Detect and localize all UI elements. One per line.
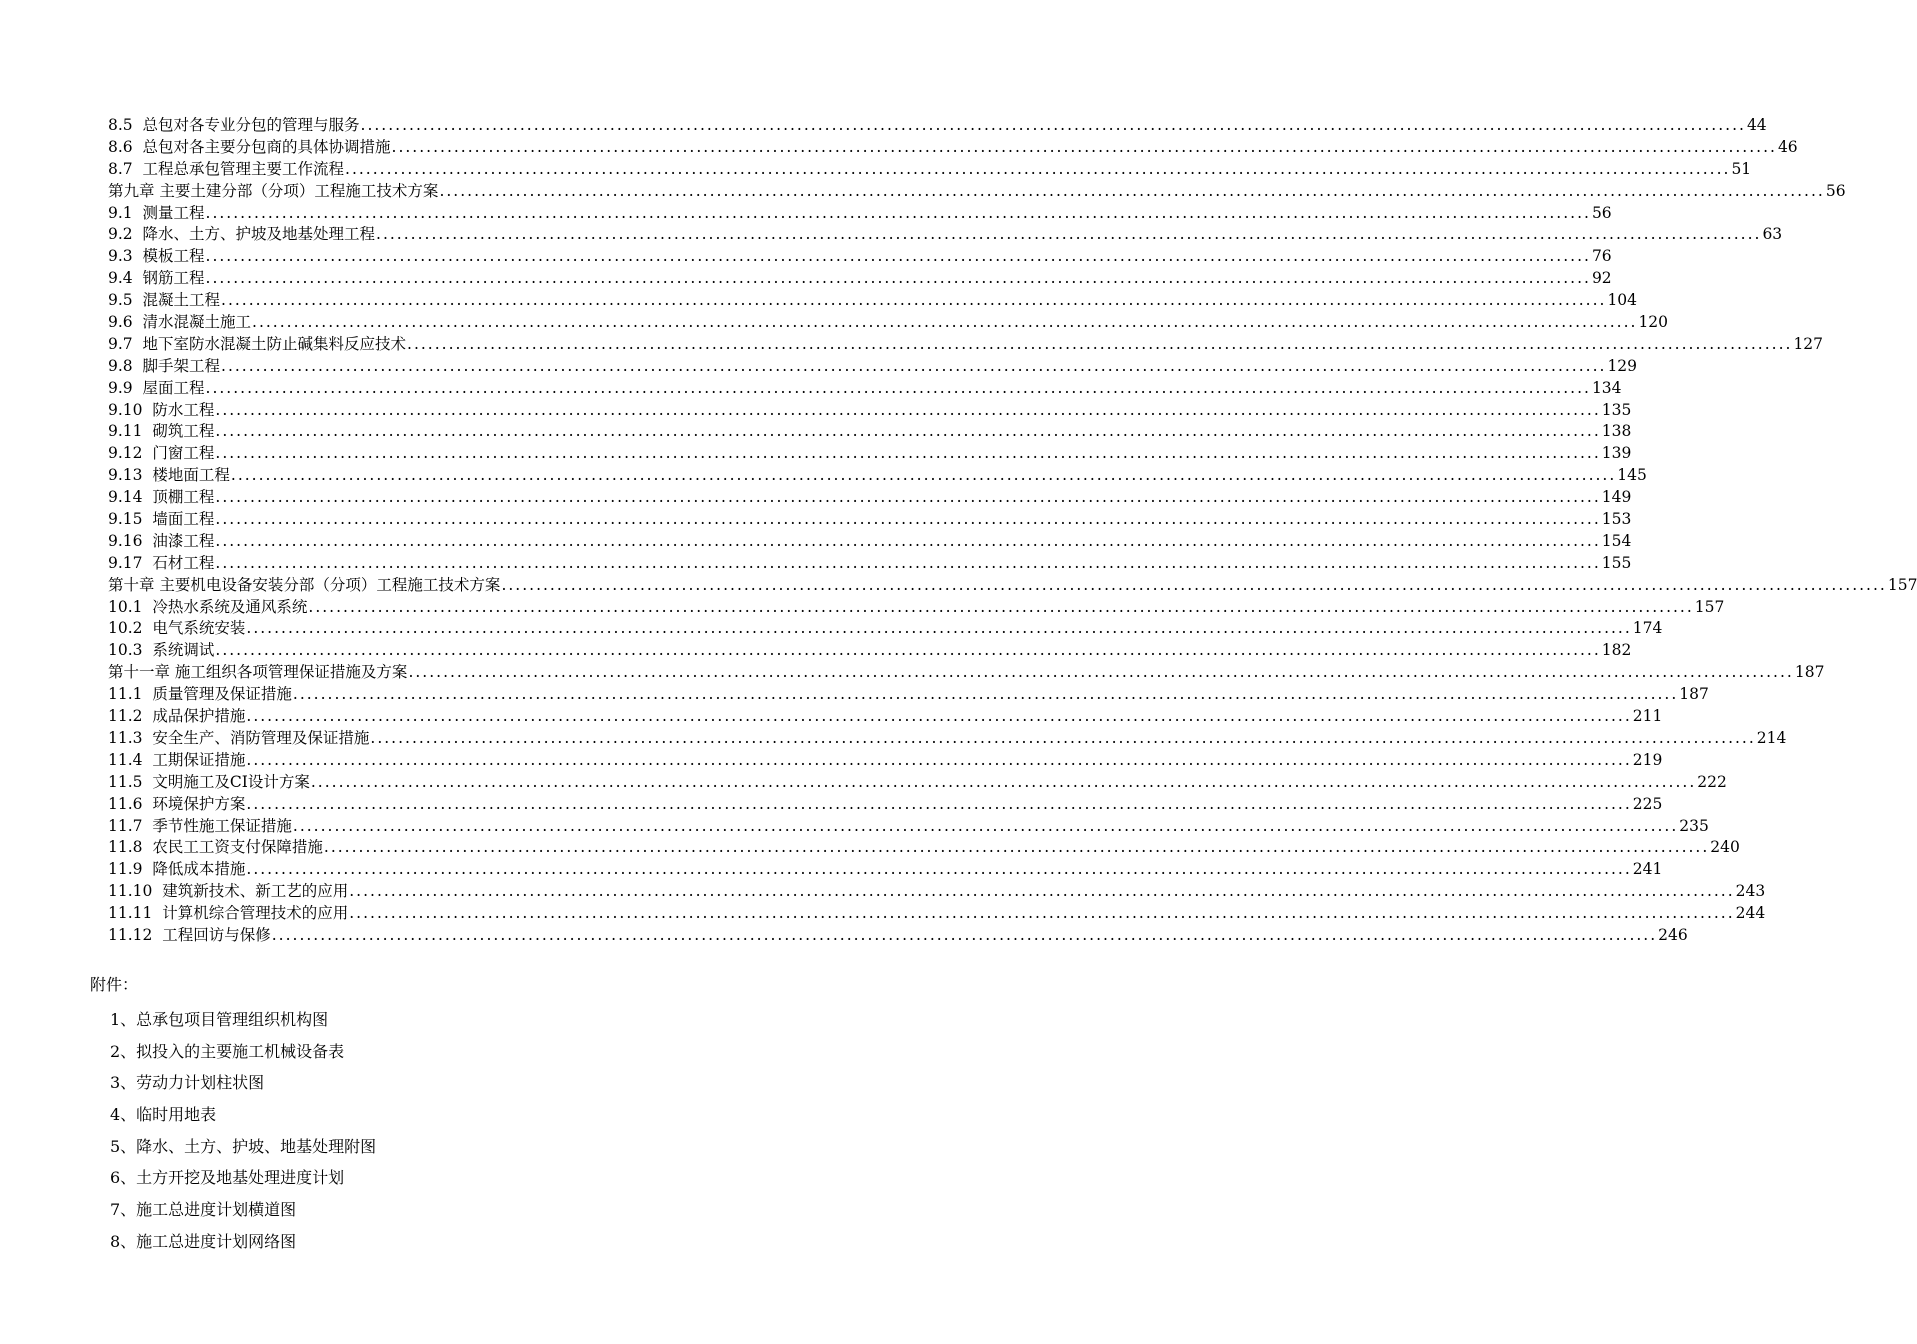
toc-entry[interactable] (108, 728, 1787, 750)
appendix-item: 7、施工总进度计划横道图 (110, 1200, 297, 1220)
toc-entry-page-number: 244 (1735, 904, 1766, 923)
toc-entry[interactable] (108, 706, 1663, 728)
toc-entry-page-number: 129 (1607, 356, 1638, 375)
toc-leader-dots: ........................................................................................................................................................................................................ (345, 159, 1731, 178)
toc-entry[interactable] (108, 334, 1824, 356)
toc-entry-number: 9.12 (108, 444, 153, 463)
toc-entry[interactable] (108, 400, 1632, 422)
toc-entry-page-number: 222 (1697, 772, 1727, 791)
toc-entry-page-number: 157 (1887, 575, 1917, 594)
toc-entry-page-number: 63 (1762, 225, 1783, 244)
toc-leader-dots: ........................................................................................................................................................................................................ (205, 203, 1591, 222)
toc-entry-page-number: 51 (1731, 159, 1752, 178)
toc-entry-number: 8.7 (108, 159, 143, 178)
toc-entry[interactable] (108, 794, 1663, 816)
toc-entry-title: 顶棚工程 (152, 488, 215, 507)
toc-entry[interactable] (108, 378, 1622, 400)
toc-entry[interactable] (108, 224, 1783, 246)
toc-entry-number: 9.3 (108, 247, 143, 266)
toc-entry[interactable] (108, 903, 1766, 925)
toc-entry-page-number: 174 (1632, 619, 1663, 638)
toc-entry-number: 9.17 (108, 553, 153, 572)
toc-leader-dots: ........................................................................................................................................................................................................ (407, 334, 1793, 353)
toc-entry[interactable] (108, 115, 1767, 137)
toc-entry-title: 屋面工程 (142, 378, 205, 397)
toc-entry-title: 成品保护措施 (152, 707, 246, 726)
toc-entry-number: 11.1 (108, 685, 153, 704)
toc-entry-number: 9.5 (108, 291, 143, 310)
toc-entry-title: 计算机综合管理技术的应用 (162, 904, 349, 923)
toc-entry-number: 9.6 (108, 313, 143, 332)
toc-entry-page-number: 104 (1607, 291, 1638, 310)
toc-entry-page-number: 243 (1735, 882, 1766, 901)
toc-entry[interactable] (108, 575, 1917, 597)
toc-entry-number: 9.14 (108, 488, 153, 507)
toc-entry[interactable] (108, 421, 1632, 443)
toc-leader-dots: ........................................................................................................................................................................................................ (246, 707, 1632, 726)
toc-entry-number: 11.7 (108, 816, 153, 835)
toc-entry-page-number: 138 (1601, 422, 1632, 441)
toc-entry-title: 环境保护方案 (152, 794, 246, 813)
toc-leader-dots: ........................................................................................................................................................................................................ (391, 137, 1777, 156)
toc-entry[interactable] (108, 925, 1688, 947)
toc-leader-dots: ........................................................................................................................................................................................................ (246, 860, 1632, 879)
toc-entry-page-number: 235 (1679, 816, 1709, 835)
toc-entry-number: 8.5 (108, 116, 143, 134)
toc-entry-number: 9.10 (108, 400, 153, 419)
toc-leader-dots: ........................................................................................................................................................................................................ (246, 750, 1632, 769)
appendix-item: 5、降水、土方、护坡、地基处理附图 (110, 1136, 377, 1156)
toc-entry-page-number: 149 (1601, 488, 1632, 507)
toc-leader-dots: ........................................................................................................................................................................................................ (308, 597, 1694, 616)
toc-entry-page-number: 56 (1825, 181, 1846, 200)
toc-entry[interactable] (108, 443, 1632, 465)
toc-leader-dots: ........................................................................................................................................................................................................ (501, 575, 1887, 594)
appendix-item: 2、拟投入的主要施工机械设备表 (110, 1041, 345, 1061)
toc-entry-number: 9.15 (108, 510, 153, 529)
toc-entry-title: 清水混凝土施工 (142, 313, 252, 332)
toc-entry-page-number: 153 (1601, 510, 1632, 529)
toc-entry-title: 总包对各主要分包商的具体协调措施 (142, 137, 391, 156)
toc-entry-number: 11.9 (108, 860, 153, 879)
toc-entry[interactable] (108, 859, 1663, 881)
toc-entry[interactable] (108, 137, 1798, 159)
appendix-heading: 附件： (90, 975, 139, 994)
toc-entry-page-number: 127 (1793, 334, 1824, 353)
toc-entry-number: 9.16 (108, 531, 153, 550)
toc-entry-number: 9.7 (108, 334, 143, 353)
toc-entry-page-number: 56 (1591, 203, 1612, 222)
toc-entry-number: 9.1 (108, 203, 143, 222)
toc-leader-dots: ........................................................................................................................................................................................................ (439, 181, 1825, 200)
toc-entry-number: 9.8 (108, 356, 143, 375)
toc-entry-title: 墙面工程 (152, 510, 215, 529)
toc-entry-title: 地下室防水混凝土防止碱集料反应技术 (142, 334, 407, 353)
toc-entry-title: 门窗工程 (152, 444, 215, 463)
toc-entry-title: 工程总承包管理主要工作流程 (142, 159, 345, 178)
toc-leader-dots: ........................................................................................................................................................................................................ (349, 882, 1735, 901)
toc-entry[interactable] (108, 246, 1612, 268)
toc-leader-dots: ........................................................................................................................................................................................................ (323, 838, 1710, 857)
toc-entry-page-number: 155 (1601, 553, 1632, 572)
toc-entry[interactable] (108, 509, 1632, 531)
toc-entry[interactable] (108, 268, 1612, 290)
toc-entry-title: 第九章 主要土建分部（分项）工程施工技术方案 (108, 181, 439, 200)
toc-leader-dots: ........................................................................................................................................................................................................ (215, 488, 1601, 507)
toc-entry-title: 电气系统安装 (152, 619, 246, 638)
toc-entry[interactable] (108, 465, 1647, 487)
toc-entry-title: 石材工程 (152, 553, 215, 572)
toc-entry-title: 文明施工及CI设计方案 (152, 772, 310, 791)
toc-leader-dots: ........................................................................................................................................................................................................ (349, 904, 1735, 923)
toc-entry[interactable] (108, 597, 1725, 619)
toc-leader-dots: ........................................................................................................................................................................................................ (230, 466, 1617, 485)
toc-entry-page-number: 154 (1601, 531, 1632, 550)
toc-entry-number: 11.6 (108, 794, 153, 813)
appendix-item: 1、总承包项目管理组织机构图 (110, 1010, 329, 1029)
toc-entry-number: 9.11 (108, 422, 153, 441)
toc-entry-number: 10.2 (108, 619, 153, 638)
toc-entry-title: 季节性施工保证措施 (152, 816, 292, 835)
toc-entry[interactable] (108, 290, 1638, 312)
toc-leader-dots: ........................................................................................................................................................................................................ (310, 772, 1697, 791)
toc-entry-page-number: 157 (1694, 597, 1725, 616)
toc-entry-title: 工期保证措施 (152, 750, 246, 769)
toc-entry-title: 农民工工资支付保障措施 (152, 838, 323, 857)
toc-entry[interactable] (108, 312, 1669, 334)
toc-leader-dots: ........................................................................................................................................................................................................ (252, 313, 1638, 332)
toc-leader-dots: ........................................................................................................................................................................................................ (292, 685, 1679, 704)
toc-entry-page-number: 145 (1617, 466, 1647, 485)
toc-entry-page-number: 187 (1794, 663, 1825, 682)
appendix-item: 4、临时用地表 (110, 1105, 217, 1125)
toc-leader-dots: ........................................................................................................................................................................................................ (221, 291, 1607, 310)
toc-entry-title: 系统调试 (152, 641, 215, 660)
toc-entry-number: 11.12 (108, 925, 163, 944)
toc-entry-page-number: 241 (1632, 860, 1663, 879)
toc-entry[interactable] (108, 203, 1612, 225)
toc-entry-number: 9.2 (108, 225, 143, 244)
toc-entry-title: 油漆工程 (152, 531, 215, 550)
toc-entry-title: 钢筋工程 (142, 269, 205, 288)
toc-leader-dots: ........................................................................................................................................................................................................ (246, 794, 1632, 813)
toc-entry-number: 11.10 (108, 882, 163, 901)
toc-entry-title: 质量管理及保证措施 (152, 685, 292, 704)
toc-entry-number: 11.8 (108, 838, 153, 857)
toc-entry-page-number: 134 (1591, 378, 1622, 397)
toc-entry[interactable] (108, 181, 1846, 203)
toc-entry[interactable] (108, 618, 1663, 640)
toc-entry[interactable] (108, 356, 1638, 378)
toc-entry-page-number: 135 (1601, 400, 1632, 419)
toc-leader-dots: ........................................................................................................................................................................................................ (205, 378, 1591, 397)
toc-entry-title: 冷热水系统及通风系统 (152, 597, 308, 616)
toc-entry-page-number: 139 (1601, 444, 1632, 463)
toc-leader-dots: ........................................................................................................................................................................................................ (215, 444, 1601, 463)
toc-entry[interactable] (108, 159, 1752, 181)
toc-entry-number: 11.11 (108, 904, 163, 923)
toc-leader-dots: ........................................................................................................................................................................................................ (215, 641, 1601, 660)
toc-entry-page-number: 120 (1638, 313, 1669, 332)
toc-entry-title: 脚手架工程 (142, 356, 221, 375)
toc-entry-title: 第十一章 施工组织各项管理保证措施及方案 (108, 663, 408, 682)
toc-entry-page-number: 219 (1632, 750, 1663, 769)
toc-leader-dots: ........................................................................................................................................................................................................ (376, 225, 1762, 244)
toc-leader-dots: ........................................................................................................................................................................................................ (205, 269, 1591, 288)
toc-leader-dots: ........................................................................................................................................................................................................ (215, 510, 1601, 529)
toc-leader-dots: ........................................................................................................................................................................................................ (215, 400, 1601, 419)
toc-leader-dots: ........................................................................................................................................................................................................ (246, 619, 1632, 638)
toc-leader-dots: ........................................................................................................................................................................................................ (215, 422, 1601, 441)
table-of-contents (108, 115, 1917, 947)
toc-entry-number: 10.3 (108, 641, 153, 660)
toc-entry-page-number: 225 (1632, 794, 1663, 813)
toc-entry-title: 模板工程 (142, 247, 205, 266)
toc-entry-title: 总包对各专业分包的管理与服务 (142, 116, 360, 134)
toc-entry-title: 降低成本措施 (152, 860, 246, 879)
toc-entry-page-number: 240 (1710, 838, 1740, 857)
toc-entry-title: 防水工程 (152, 400, 215, 419)
toc-leader-dots: ........................................................................................................................................................................................................ (205, 247, 1591, 266)
toc-leader-dots: ........................................................................................................................................................................................................ (271, 925, 1658, 944)
toc-entry-page-number: 187 (1679, 685, 1709, 704)
toc-entry-number: 11.3 (108, 728, 153, 747)
toc-entry[interactable] (108, 837, 1740, 859)
toc-leader-dots: ........................................................................................................................................................................................................ (370, 728, 1756, 747)
toc-entry-title: 混凝土工程 (142, 291, 221, 310)
toc-entry-page-number: 246 (1658, 925, 1688, 944)
toc-entry[interactable] (108, 531, 1632, 553)
appendix-item: 3、劳动力计划柱状图 (110, 1073, 265, 1093)
toc-entry[interactable] (108, 881, 1766, 903)
toc-entry-page-number: 92 (1591, 269, 1612, 288)
toc-entry-page-number: 211 (1632, 707, 1663, 726)
toc-entry-number: 11.2 (108, 707, 153, 726)
toc-entry-title: 建筑新技术、新工艺的应用 (162, 882, 349, 901)
toc-entry-page-number: 46 (1777, 137, 1798, 156)
toc-entry[interactable] (108, 816, 1709, 838)
toc-entry-title: 安全生产、消防管理及保证措施 (152, 728, 370, 747)
toc-entry[interactable] (108, 750, 1663, 772)
toc-entry-title: 降水、土方、护坡及地基处理工程 (142, 225, 376, 244)
toc-entry[interactable] (108, 684, 1709, 706)
toc-leader-dots: ........................................................................................................................................................................................................ (215, 553, 1601, 572)
toc-entry-number: 9.13 (108, 466, 153, 485)
toc-leader-dots: ........................................................................................................................................................................................................ (215, 531, 1601, 550)
toc-entry-title: 砌筑工程 (152, 422, 215, 441)
toc-leader-dots: ........................................................................................................................................................................................................ (221, 356, 1607, 375)
toc-entry[interactable] (108, 553, 1632, 575)
toc-entry-title: 工程回访与保修 (162, 925, 271, 944)
toc-entry-number: 10.1 (108, 597, 153, 616)
toc-entry-number: 11.4 (108, 750, 153, 769)
appendix-item: 6、土方开挖及地基处理进度计划 (110, 1168, 345, 1188)
appendix-item: 8、施工总进度计划网络图 (110, 1231, 297, 1251)
toc-entry-number: 9.9 (108, 378, 143, 397)
toc-entry[interactable] (108, 772, 1727, 794)
toc-leader-dots: ........................................................................................................................................................................................................ (360, 116, 1746, 134)
toc-entry-number: 11.5 (108, 772, 153, 791)
toc-leader-dots: ........................................................................................................................................................................................................ (292, 816, 1679, 835)
toc-entry-title: 测量工程 (142, 203, 205, 222)
toc-entry[interactable] (108, 640, 1632, 662)
toc-entry-title: 第十章 主要机电设备安装分部（分项）工程施工技术方案 (108, 575, 501, 594)
appendix-list (110, 1004, 376, 1258)
toc-entry[interactable] (108, 662, 1825, 684)
toc-entry-page-number: 182 (1601, 641, 1632, 660)
toc-entry-number: 8.6 (108, 137, 143, 156)
toc-entry-title: 楼地面工程 (152, 466, 230, 485)
toc-entry[interactable] (108, 487, 1632, 509)
toc-leader-dots: ........................................................................................................................................................................................................ (408, 663, 1794, 682)
toc-entry-number: 9.4 (108, 269, 143, 288)
toc-entry-page-number: 44 (1746, 116, 1767, 134)
toc-entry-page-number: 214 (1756, 728, 1787, 747)
toc-entry-page-number: 76 (1591, 247, 1612, 266)
